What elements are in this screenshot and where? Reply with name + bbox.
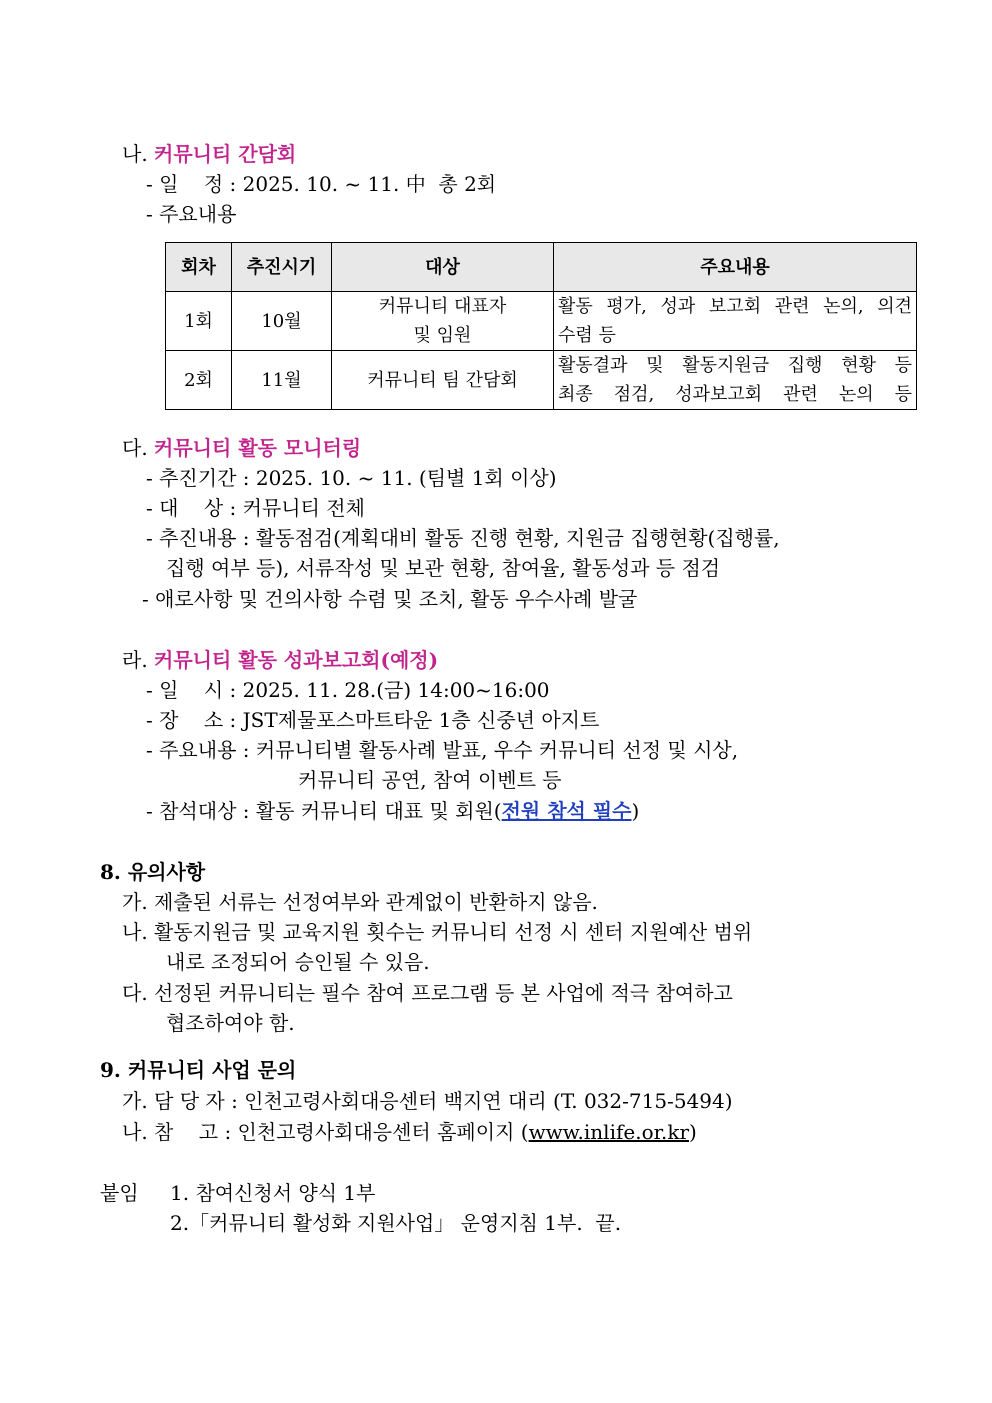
header-content: 주요내용 — [554, 243, 917, 292]
content-line: - 주요내용 : 커뮤니티별 활동사례 발표, 우수 커뮤니티 선정 및 시상, — [146, 738, 739, 762]
attachment-item-2: 2.「커뮤니티 활성화 지원사업」 운영지침 1부. 끝. — [170, 1211, 622, 1235]
period-line: - 추진기간 : 2025. 10. ~ 11. (팀별 1회 이상) — [146, 466, 557, 490]
notice-b-cont: 내로 조정되어 승인될 수 있음. — [166, 950, 430, 974]
attendee-text-end: ) — [631, 799, 640, 823]
section-na-heading — [122, 139, 296, 169]
cell-period: 10월 — [232, 292, 332, 351]
section-na-title: 커뮤니티 간담회 — [154, 142, 297, 166]
venue-line: - 장 소 : JST제물포스마트타운 1층 신중년 아지트 — [146, 708, 600, 732]
cell-content-line: 활동 평가, 성과 보고회 관련 논의, 의견 — [558, 296, 912, 317]
section-ra-heading — [122, 645, 438, 675]
attendee-text: - 참석대상 : 활동 커뮤니티 대표 및 회원( — [146, 799, 502, 823]
notice-b: 나. 활동지원금 및 교육지원 횟수는 커뮤니티 선정 시 센터 지원예산 범위 — [122, 920, 753, 944]
homepage-link[interactable]: www.inlife.or.kr — [528, 1120, 690, 1144]
section-da-heading — [122, 433, 361, 463]
reference-text-end: ) — [689, 1120, 697, 1144]
attachment-item-1: 1. 참여신청서 양식 1부 — [170, 1181, 376, 1205]
section-da-title: 커뮤니티 활동 모니터링 — [154, 436, 362, 460]
header-target: 대상 — [332, 243, 554, 292]
notice-c: 다. 선정된 커뮤니티는 필수 참여 프로그램 등 본 사업에 적극 참여하고 — [122, 981, 733, 1005]
cell-target-line: 및 임원 — [413, 325, 472, 346]
table-row — [166, 351, 917, 410]
section-8-heading: 8. 유의사항 — [100, 860, 206, 884]
cell-target — [332, 292, 554, 351]
attendee-line — [146, 796, 639, 826]
table-header-row — [166, 243, 917, 292]
cell-content-line: 최종 점검, 성과보고회 관련 논의 등 — [558, 384, 912, 405]
cell-content — [554, 351, 917, 410]
section-na-number: 나. — [122, 142, 155, 166]
cell-round: 2회 — [166, 351, 232, 410]
reference-text: 나. 참 고 : 인천고령사회대응센터 홈페이지 ( — [122, 1120, 529, 1144]
target-line: - 대 상 : 커뮤니티 전체 — [146, 496, 365, 520]
content-line: - 추진내용 : 활동점검(계획대비 활동 진행 현황, 지원금 집행현황(집행률, — [146, 526, 780, 550]
meeting-schedule-table — [165, 242, 917, 410]
main-content-label: - 주요내용 — [146, 202, 237, 226]
content-line-cont: 커뮤니티 공연, 참여 이벤트 등 — [298, 768, 562, 792]
section-da-number: 다. — [122, 436, 155, 460]
section-ra-title: 커뮤니티 활동 성과보고회(예정) — [154, 648, 439, 672]
attachment-label: 붙임 — [100, 1181, 139, 1205]
table-row — [166, 292, 917, 351]
attendance-required-emphasis: 전원 참석 필수 — [501, 799, 632, 823]
cell-content-line: 수렴 등 — [558, 325, 616, 346]
reference-line — [122, 1117, 697, 1147]
header-period: 추진시기 — [232, 243, 332, 292]
section-9-heading: 9. 커뮤니티 사업 문의 — [100, 1058, 297, 1082]
cell-content — [554, 292, 917, 351]
content-line-cont: 집행 여부 등), 서류작성 및 보관 현황, 참여율, 활동성과 등 점검 — [166, 556, 721, 580]
section-ra-number: 라. — [122, 648, 155, 672]
cell-content-line: 활동결과 및 활동지원금 집행 현황 등 — [558, 355, 912, 376]
cell-period: 11월 — [232, 351, 332, 410]
cell-target-line: 커뮤니티 대표자 — [378, 296, 507, 317]
schedule-line: - 일 정 : 2025. 10. ~ 11. 中 총 2회 — [146, 172, 497, 196]
notice-a: 가. 제출된 서류는 선정여부와 관계없이 반환하지 않음. — [122, 890, 598, 914]
notice-c-cont: 협조하여야 함. — [166, 1011, 295, 1035]
datetime-line: - 일 시 : 2025. 11. 28.(금) 14:00~16:00 — [146, 678, 550, 702]
issues-line: - 애로사항 및 건의사항 수렴 및 조치, 활동 우수사례 발굴 — [142, 587, 638, 611]
contact-person: 가. 담 당 자 : 인천고령사회대응센터 백지연 대리 (T. 032-715-5494) — [122, 1089, 733, 1113]
cell-round: 1회 — [166, 292, 232, 351]
cell-target: 커뮤니티 팀 간담회 — [332, 351, 554, 410]
header-round: 회차 — [166, 243, 232, 292]
